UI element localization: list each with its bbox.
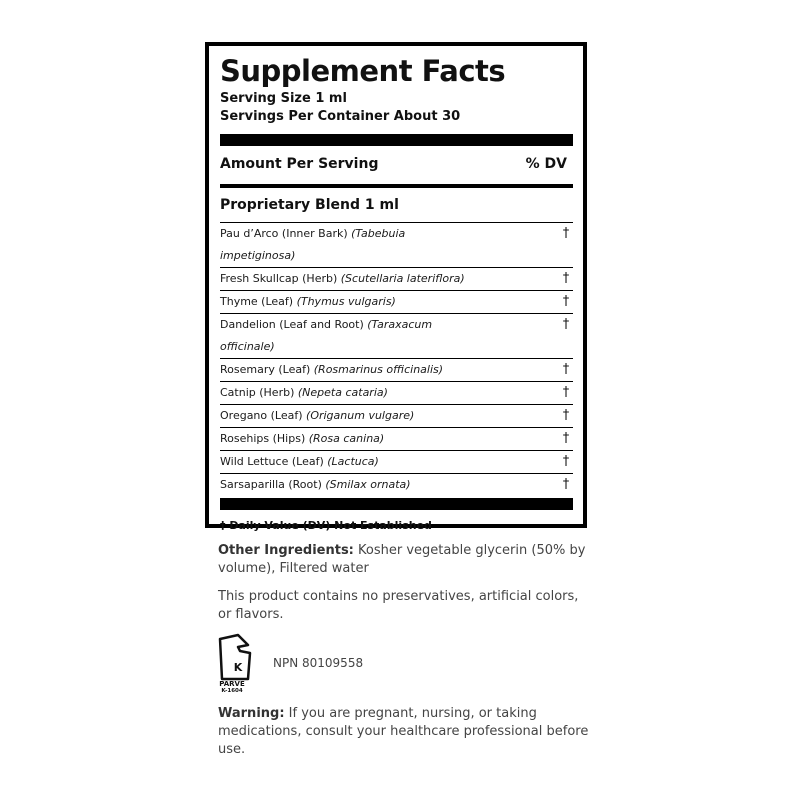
dv-footnote: † Daily Value (DV) Not Established: [220, 519, 432, 532]
ingredient-row: [220, 450, 573, 473]
ingredient-row: [220, 267, 573, 290]
ingredient-latin: (Scutellaria lateriflora): [340, 272, 465, 285]
dv-dagger: †: [562, 271, 570, 286]
ingredient-name: Fresh Skullcap (Herb) (Scutellaria lateriflora): [220, 272, 465, 285]
ingredient-row: [220, 290, 573, 313]
ingredient-latin: (Lactuca): [327, 455, 379, 468]
ingredient-row: [220, 313, 573, 358]
facts-title: Supplement Facts: [220, 54, 506, 88]
other-ingredients: [218, 542, 590, 578]
amount-header-row: [220, 146, 573, 177]
ingredient-row: [220, 381, 573, 404]
ingredient-name: Dandelion (Leaf and Root) (Taraxacum officinale): [220, 318, 433, 353]
kosher-parve-logo: [216, 633, 256, 693]
ingredient-latin: (Origanum vulgare): [306, 409, 415, 422]
ingredient-name: Rosehips (Hips) (Rosa canina): [220, 432, 385, 445]
ingredient-latin: (Thymus vulgaris): [296, 295, 396, 308]
npn-number: NPN 80109558: [273, 656, 364, 670]
warning-text: If you are pregnant, nursing, or taking medications, consult your healthcare professional before use.: [218, 706, 589, 757]
ingredient-name: Sarsaparilla (Root) (Smilax ornata): [220, 478, 411, 491]
ingredient-row: [220, 404, 573, 427]
ingredient-name: Thyme (Leaf) (Thymus vulgaris): [220, 295, 396, 308]
dv-dagger: †: [562, 362, 570, 377]
ingredient-name: Catnip (Herb) (Nepeta cataria): [220, 386, 388, 399]
kosher-parve-text: PARVE: [219, 680, 245, 688]
supplement-facts-panel: [205, 42, 587, 532]
ingredient-row: [220, 473, 573, 496]
proprietary-blend-label: Proprietary Blend 1 ml: [220, 197, 399, 213]
ingredient-name: Rosemary (Leaf) (Rosmarinus officinalis): [220, 363, 444, 376]
ingredient-row: [220, 358, 573, 381]
proprietary-blend-row: [220, 188, 573, 222]
dv-dagger: †: [562, 431, 570, 446]
dv-dagger: †: [562, 294, 570, 309]
servings-per-container: Servings Per Container About 30: [220, 109, 461, 124]
amount-per-serving-label: Amount Per Serving: [220, 155, 379, 172]
dv-dagger: †: [562, 477, 570, 492]
thick-divider: [220, 134, 573, 146]
other-ingredients-label: Other Ingredients:: [218, 543, 354, 558]
ingredient-name: Wild Lettuce (Leaf) (Lactuca): [220, 455, 379, 468]
ingredient-latin: (Smilax ornata): [325, 478, 411, 491]
ingredient-name: Oregano (Leaf) (Origanum vulgare): [220, 409, 415, 422]
dv-dagger: †: [562, 454, 570, 469]
dv-header-label: % DV: [525, 155, 567, 172]
serving-size: Serving Size 1 ml: [220, 91, 347, 106]
kosher-letter: K: [233, 661, 243, 674]
ingredient-name: Pau d’Arco (Inner Bark) (Tabebuia impetiginosa): [220, 227, 406, 262]
ingredient-latin: (Rosmarinus officinalis): [313, 363, 444, 376]
preservatives-note: This product contains no preservatives, artificial colors, or flavors.: [218, 589, 579, 622]
ingredient-latin: (Tabebuia impetiginosa): [220, 227, 406, 262]
ingredient-latin: (Rosa canina): [308, 432, 385, 445]
ingredient-row: [220, 222, 573, 267]
other-ingredients-text: Kosher vegetable glycerin (50% by volume), Filtered water: [218, 543, 586, 576]
warning-label: Warning:: [218, 706, 285, 721]
dv-dagger: †: [562, 385, 570, 400]
kosher-cert-number: K-1604: [221, 688, 243, 693]
dv-dagger: †: [562, 317, 570, 332]
dv-dagger: †: [562, 226, 570, 241]
ingredient-latin: (Taraxacum officinale): [220, 318, 433, 353]
ingredient-list: [220, 222, 573, 496]
warning: [218, 705, 590, 759]
thick-divider-bottom: [220, 498, 573, 510]
dv-dagger: †: [562, 408, 570, 423]
ingredient-row: [220, 427, 573, 450]
ingredient-latin: (Nepeta cataria): [297, 386, 388, 399]
